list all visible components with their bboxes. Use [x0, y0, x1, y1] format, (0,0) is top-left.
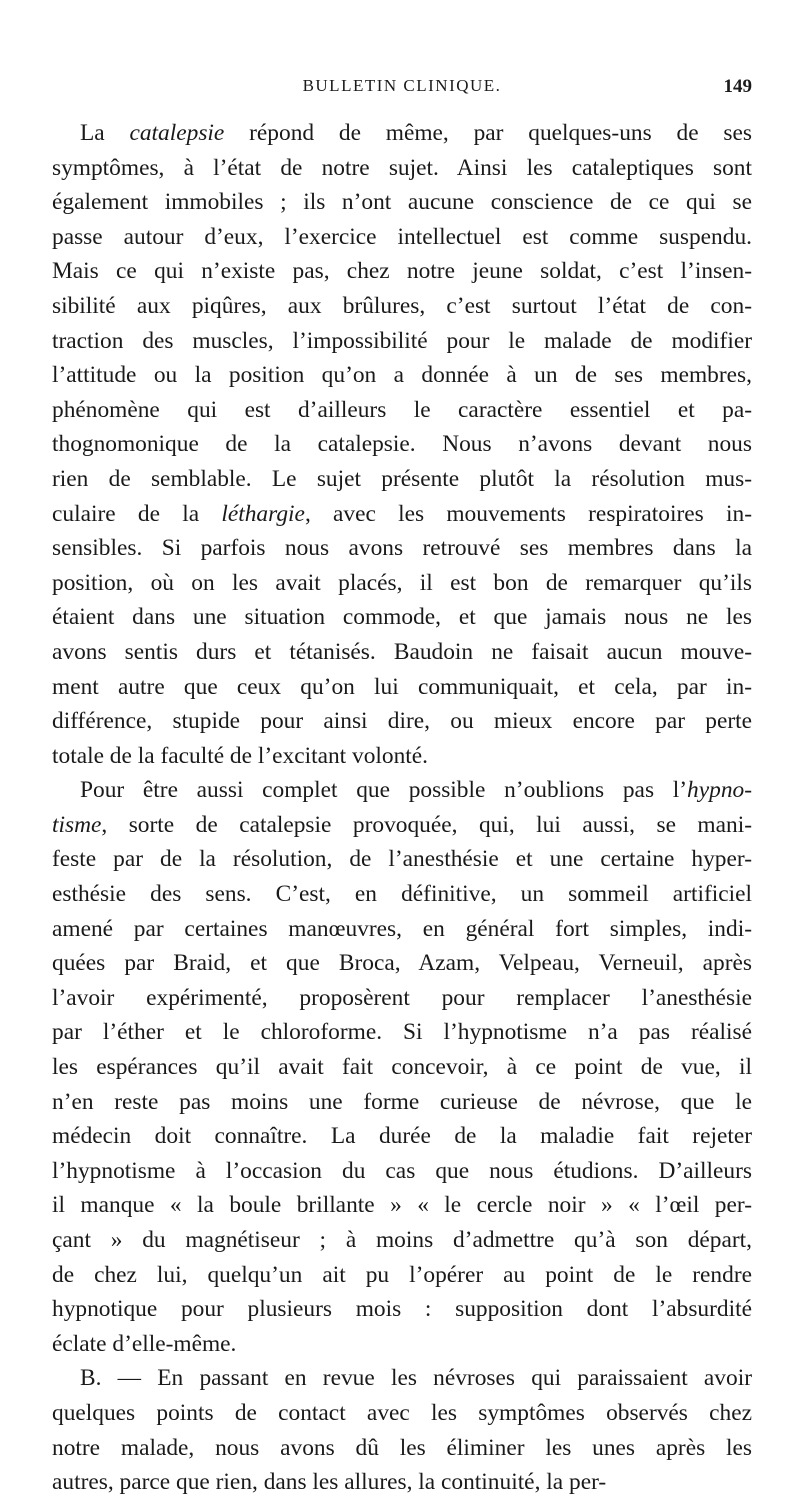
text-span: phénomène qui est d’ailleurs le caractère essentiel et pa-: [52, 396, 752, 423]
running-title: BULLETIN CLINIQUE.: [302, 76, 502, 95]
text-span: esthésie des sens. C’est, en définitive, un sommeil artificiel: [52, 881, 752, 908]
text-span: l’hypnotisme à l’occasion du cas que nous étudions. D’ailleurs: [52, 1157, 752, 1184]
text-line: [52, 462, 752, 497]
text-line: [52, 1119, 752, 1154]
text-span: par l’éther et le chloroforme. Si l’hypnotisme n’a pas réalisé: [52, 1019, 752, 1046]
text-span: position, où on les avait placés, il est bon de remarquer qu’ils: [52, 569, 752, 596]
text-line: [52, 1292, 752, 1327]
text-line: [52, 877, 752, 912]
text-span: feste par de la résolution, de l’anesthésie et une certaine hyper-: [52, 846, 752, 873]
text-line: [52, 808, 752, 843]
paragraph: [52, 116, 752, 773]
text-span: étaient dans une situation commode, et que jamais nous ne les: [52, 604, 752, 631]
text-line: [52, 1361, 752, 1396]
text-line: [52, 1015, 752, 1050]
text-line: [52, 1465, 752, 1500]
text-line: [52, 393, 752, 428]
text-line: [52, 254, 752, 289]
text-line: [52, 946, 752, 981]
text-span: culaire de la: [52, 500, 222, 527]
text-span: différence, stupide pour ainsi dire, ou mieux encore par perte: [52, 708, 752, 735]
text-span: avons sentis durs et tétanisés. Baudoin ne faisait aucun mouve-: [52, 638, 752, 665]
paragraph: [52, 773, 752, 1361]
text-line: [52, 1154, 752, 1189]
text-span: éclate d’elle-même.: [52, 1330, 237, 1357]
text-span: , avec les mouvements respiratoires in-: [304, 500, 752, 527]
text-span: çant » du magnétiseur ; à moins d’admettre qu’à son départ,: [52, 1227, 752, 1253]
text-span: symptômes, à l’état de notre sujet. Ainsi les cataleptiques sont: [52, 154, 752, 181]
text-line: [52, 289, 752, 324]
text-span: notre malade, nous avons dû les éliminer les unes après les: [52, 1434, 752, 1461]
text-span: autres, parce que rien, dans les allures, la continuité, la per-: [52, 1469, 607, 1496]
page-number: 149: [723, 76, 752, 97]
text-line: [52, 1396, 752, 1431]
text-span: traction des muscles, l’impossibilité pour le malade de modifier: [52, 327, 752, 354]
text-line: [52, 566, 752, 601]
text-span: thognomonique de la catalepsie. Nous n’avons devant nous: [52, 431, 752, 458]
text-span: de chez lui, quelqu’un ait pu l’opérer au point de le rendre: [52, 1261, 752, 1288]
text-line: [52, 1327, 752, 1362]
text-span: passe autour d’eux, l’exercice intellectuel est comme suspendu.: [52, 223, 752, 250]
text-line: [52, 981, 752, 1016]
text-span: il manque « la boule brillante » « le cercle noir » « l’œil per-: [52, 1192, 752, 1219]
italic-span: hypno-: [687, 777, 752, 804]
text-span: B. — En passant en revue les névroses qui paraissaient avoir: [80, 1365, 752, 1392]
paragraph: [52, 1361, 752, 1499]
text-line: [52, 739, 752, 774]
text-span: n’en reste pas moins une forme curieuse de névrose, que le: [52, 1088, 752, 1115]
text-line: [52, 1188, 752, 1223]
text-span: , sorte de catalepsie provoquée, qui, lui aussi, se mani-: [101, 811, 752, 838]
text-line: [52, 670, 752, 705]
text-line: [52, 151, 752, 186]
text-span: répond de même, par quelques-uns de ses: [224, 120, 752, 146]
text-line: [52, 773, 752, 808]
text-line: [52, 600, 752, 635]
text-span: médecin doit connaître. La durée de la maladie fait rejeter: [52, 1123, 752, 1150]
text-span: La: [80, 120, 130, 146]
text-line: [52, 1431, 752, 1466]
italic-span: léthargie: [221, 500, 305, 527]
text-line: [52, 427, 752, 462]
text-span: totale de la faculté de l’excitant volonté.: [52, 742, 429, 769]
running-head: [52, 76, 752, 106]
text-line: [52, 220, 752, 255]
text-span: les espérances qu’il avait fait concevoir, à ce point de vue, il: [52, 1054, 752, 1081]
text-span: Mais ce qui n’existe pas, chez notre jeune soldat, c’est l’insen-: [52, 258, 752, 285]
text-span: ment autre que ceux qu’on lui communiquait, et cela, par in-: [52, 673, 752, 700]
text-span: quelques points de contact avec les symptômes observés chez: [52, 1399, 752, 1426]
text-line: [52, 358, 752, 393]
text-span: également immobiles ; ils n’ont aucune conscience de ce qui se: [52, 189, 752, 216]
text-span: rien de semblable. Le sujet présente plutôt la résolution mus-: [52, 465, 752, 492]
text-line: [52, 1085, 752, 1120]
text-span: quées par Braid, et que Broca, Azam, Velpeau, Verneuil, après: [52, 950, 752, 977]
text-line: [52, 531, 752, 566]
text-span: sibilité aux piqûres, aux brûlures, c’est surtout l’état de con-: [52, 292, 752, 319]
text-line: [52, 1223, 752, 1258]
text-line: [52, 635, 752, 670]
text-line: [52, 842, 752, 877]
text-span: Pour être aussi complet que possible n’oublions pas l’: [80, 777, 688, 804]
text-span: amené par certaines manœuvres, en général fort simples, indi-: [52, 915, 752, 942]
text-line: [52, 324, 752, 359]
italic-span: catalepsie: [129, 120, 225, 146]
text-line: [52, 185, 752, 220]
italic-span: tisme: [52, 811, 102, 838]
text-line: [52, 116, 752, 151]
text-span: hypnotique pour plusieurs mois : supposition dont l’absurdité: [52, 1296, 752, 1323]
text-line: [52, 912, 752, 947]
text-line: [52, 704, 752, 739]
text-span: l’attitude ou la position qu’on a donnée à un de ses membres,: [52, 362, 752, 389]
body-text: [52, 116, 752, 1500]
text-line: [52, 1258, 752, 1293]
text-line: [52, 1050, 752, 1085]
text-line: [52, 497, 752, 532]
text-span: sensibles. Si parfois nous avons retrouvé ses membres dans la: [52, 535, 752, 562]
text-span: l’avoir expérimenté, proposèrent pour remplacer l’anesthésie: [52, 984, 752, 1011]
